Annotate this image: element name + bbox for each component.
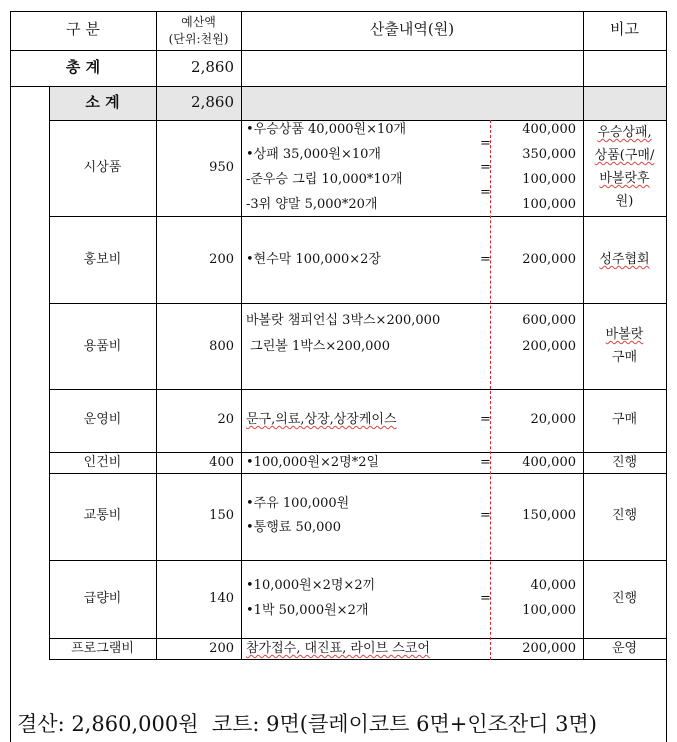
item-name: 프로그램비: [71, 641, 134, 656]
item-value: 20,000: [530, 412, 576, 427]
row-line-2: [49, 303, 666, 304]
equals-sign: =: [480, 591, 491, 606]
equals-sign: =: [480, 160, 491, 175]
item-detail: •10,000원×2명×2끼: [246, 578, 376, 593]
equals-sign: =: [480, 185, 491, 200]
subtotal-label: 소 계: [85, 93, 120, 111]
item-remark: 운영: [611, 641, 638, 656]
header-calculation: 산출내역(원): [369, 20, 455, 38]
item-value: 150,000: [522, 508, 576, 523]
item-detail: •우승상품 40,000원×10개: [246, 122, 407, 137]
item-detail: 문구,의료,상장,상장케이스: [246, 412, 397, 427]
header-category: 구 분: [66, 20, 100, 38]
item-amount: 950: [209, 160, 234, 175]
table-left-border: [10, 11, 11, 742]
equals-sign: =: [480, 412, 491, 427]
item-value: 200,000: [522, 339, 576, 354]
item-value: 200,000: [522, 641, 576, 656]
item-amount: 140: [209, 591, 234, 606]
item-detail: •주유 100,000원: [246, 496, 350, 511]
item-amount: 200: [209, 252, 234, 267]
item-name: 운영비: [83, 412, 122, 427]
item-remark: 진행: [611, 591, 638, 606]
item-detail: 참가접수, 대진표, 라이브 스코어: [246, 641, 430, 656]
item-amount: 200: [209, 641, 234, 656]
item-remark: 원): [615, 194, 634, 209]
row-line-4: [49, 452, 666, 453]
item-detail: •상패 35,000원×10개: [246, 147, 381, 162]
item-amount: 150: [209, 508, 234, 523]
equals-sign: =: [480, 252, 491, 267]
budget-column-line: [241, 11, 242, 660]
item-value: 100,000: [522, 603, 576, 618]
total-amount: 2,860: [191, 58, 234, 76]
item-name: 인건비: [83, 455, 122, 470]
settlement-summary: 결산: 2,860,000원 코트: 9면(클레이코트 6면+인조잔디 3면): [17, 712, 598, 736]
item-value: 350,000: [522, 147, 576, 162]
equals-sign: =: [480, 508, 491, 523]
subtotal-amount: 2,860: [191, 93, 234, 111]
item-detail: 그린볼 1박스×200,000: [246, 339, 390, 354]
subtotal-bottom-line: [49, 120, 666, 121]
item-name: 시상품: [83, 160, 122, 175]
item-amount: 20: [217, 412, 234, 427]
item-value: 400,000: [522, 122, 576, 137]
item-name: 홍보비: [83, 252, 122, 267]
row-line-5: [49, 473, 666, 474]
item-name: 급량비: [83, 591, 122, 606]
row-line-8: [49, 659, 666, 660]
item-name: 교통비: [83, 508, 122, 523]
header-bottom-line: [10, 50, 666, 51]
calculation-dashed-divider: [490, 120, 491, 660]
item-remark: 진행: [611, 455, 638, 470]
item-detail: -준우승 그립 10,000*10개: [246, 172, 403, 187]
total-bottom-line: [10, 86, 666, 87]
item-detail: •1박 50,000원×2개: [246, 603, 369, 618]
item-detail: •현수막 100,000×2장: [246, 252, 381, 267]
item-value: 400,000: [522, 455, 576, 470]
item-remark: 바볼랏: [605, 327, 644, 342]
row-line-1: [49, 216, 666, 217]
item-detail: •100,000원×2명*2일: [246, 455, 380, 470]
header-budget-line1: 예산액: [181, 15, 216, 29]
item-remark: 우승상패,: [597, 125, 652, 140]
item-remark: 바볼랏후: [599, 171, 650, 186]
item-value: 600,000: [522, 313, 576, 328]
header-budget-line2: (단위:천원): [168, 32, 229, 46]
header-remarks: 비고: [610, 20, 639, 38]
item-remark: 상품(구매/: [594, 148, 655, 163]
row-line-3: [49, 389, 666, 390]
item-name: 용품비: [83, 339, 122, 354]
item-detail: 바볼랏 챔피언십 3박스×200,000: [246, 313, 441, 328]
total-label: 총 계: [65, 58, 101, 76]
table-right-border: [666, 11, 667, 742]
item-amount: 800: [209, 339, 234, 354]
item-value: 100,000: [522, 172, 576, 187]
item-remark: 성주협회: [599, 252, 650, 267]
equals-sign: =: [480, 136, 491, 151]
row-line-6: [49, 560, 666, 561]
item-remark: 구매: [611, 412, 638, 427]
equals-sign: =: [480, 455, 491, 470]
item-value: 100,000: [522, 197, 576, 212]
item-detail: •통행료 50,000: [246, 520, 341, 535]
row-line-7: [49, 638, 666, 639]
item-detail: -3위 양말 5,000*20개: [246, 197, 378, 212]
item-value: 200,000: [522, 252, 576, 267]
item-value: 40,000: [530, 578, 576, 593]
item-remark: 진행: [611, 508, 638, 523]
item-remark: 구매: [611, 350, 638, 365]
table-top-border: [10, 11, 666, 12]
item-amount: 400: [209, 455, 234, 470]
